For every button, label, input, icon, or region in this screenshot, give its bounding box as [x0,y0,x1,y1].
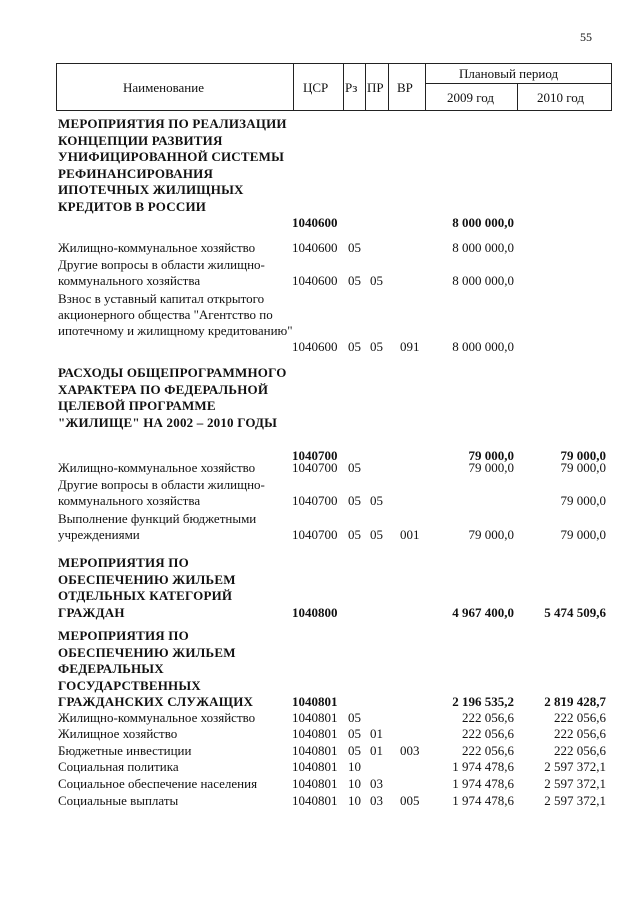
row-csr: 1040801 [292,710,338,725]
header-rz: Рз [345,80,358,95]
page-number: 55 [580,30,592,44]
row-pr: 01 [370,743,383,758]
row-name: Жилищно-коммунальное хозяйство [58,710,256,725]
row-rz: 05 [348,240,361,255]
row-value-2009: 8 000 000,0 [452,240,514,255]
row-name: Жилищное хозяйство [58,726,178,741]
row-name: Взнос в уставный капитал открытого акционерного общества "Агентство по ипотечному и жилищному кредитованию" [58,291,293,338]
row-pr: 05 [370,273,383,288]
row-value-2009: 79 000,0 [468,527,514,542]
row-name: МЕРОПРИЯТИЯ ПО РЕАЛИЗАЦИИ КОНЦЕПЦИИ РАЗВИТИЯ УНИФИЦИРОВАННОЙ СИСТЕМЫ РЕФИНАНСИРОВАНИЯ ИПОТЕЧНЫХ ЖИЛИЩНЫХ КРЕДИТОВ В РОССИИ [58,116,287,214]
row-csr: 1040700 [292,527,338,542]
header-vr: ВР [397,80,413,95]
row-name: МЕРОПРИЯТИЯ ПО ОБЕСПЕЧЕНИЮ ЖИЛЬЕМ ОТДЕЛЬНЫХ КАТЕГОРИЙ ГРАЖДАН [58,555,236,620]
row-name: Жилищно-коммунальное хозяйство [58,240,256,255]
row-rz: 10 [348,759,361,774]
row-name: Жилищно-коммунальное хозяйство [58,460,256,475]
row-value-2010: 2 597 372,1 [544,793,606,808]
header-divider [343,64,344,110]
row-name: Социальная политика [58,759,179,774]
row-rz: 10 [348,793,361,808]
row-value-2010: 2 597 372,1 [544,759,606,774]
row-value-2009: 222 056,6 [462,743,514,758]
row-value-2009: 2 196 535,2 [452,694,514,709]
row-name: Другие вопросы в области жилищно-коммунального хозяйства [58,257,265,288]
row-pr: 03 [370,793,383,808]
row-csr: 1040801 [292,726,338,741]
row-rz: 05 [348,339,361,354]
row-value-2010: 222 056,6 [554,743,606,758]
row-vr: 003 [400,743,420,758]
row-value-2010: 79 000,0 [560,447,606,463]
header-name: Наименование [123,80,204,95]
row-vr: 091 [400,339,420,354]
row-rz: 05 [348,527,361,542]
row-value-2009: 4 967 400,0 [452,604,514,620]
row-value-2010: 2 597 372,1 [544,776,606,791]
row-pr: 01 [370,726,383,741]
row-value-2010: 79 000,0 [560,460,606,475]
row-csr: 1040801 [292,793,338,808]
row-value-2009: 79 000,0 [468,460,514,475]
header-divider [425,83,611,84]
row-csr: 1040801 [292,743,338,758]
row-value-2010: 222 056,6 [554,710,606,725]
row-name: МЕРОПРИЯТИЯ ПО ОБЕСПЕЧЕНИЮ ЖИЛЬЕМ ФЕДЕРАЛЬНЫХ ГОСУДАРСТВЕННЫХ ГРАЖДАНСКИХ СЛУЖАЩИХ [58,628,254,709]
row-value-2010: 2 819 428,7 [544,694,606,709]
header-csr: ЦСР [303,80,329,95]
row-csr: 1040700 [292,447,338,463]
row-csr: 1040600 [292,215,338,230]
row-rz: 05 [348,726,361,741]
header-divider [425,64,426,110]
row-value-2009: 8 000 000,0 [452,273,514,288]
table-header [56,63,612,111]
row-value-2009: 1 974 478,6 [452,793,514,808]
header-divider [517,83,518,110]
row-rz: 05 [348,710,361,725]
row-pr: 03 [370,776,383,791]
row-vr: 005 [400,793,420,808]
row-value-2010: 222 056,6 [554,726,606,741]
row-name: Социальное обеспечение населения [58,776,258,791]
row-name: РАСХОДЫ ОБЩЕПРОГРАММНОГО ХАРАКТЕРА ПО ФЕДЕРАЛЬНОЙ ЦЕЛЕВОЙ ПРОГРАММЕ "ЖИЛИЩЕ" НА 2002 – 2010 ГОДЫ [58,365,287,430]
row-value-2009: 222 056,6 [462,726,514,741]
row-csr: 1040600 [292,240,338,255]
row-csr: 1040801 [292,694,338,709]
header-planned-period: Плановый период [459,66,559,81]
row-csr: 1040600 [292,339,338,354]
row-rz: 05 [348,273,361,288]
row-csr: 1040600 [292,273,338,288]
row-rz: 05 [348,743,361,758]
row-pr: 05 [370,493,383,508]
row-csr: 1040700 [292,460,338,475]
row-pr: 05 [370,527,383,542]
row-name: Социальные выплаты [58,793,179,808]
header-divider [293,64,294,110]
row-value-2010: 5 474 509,6 [544,604,606,620]
row-name: Другие вопросы в области жилищно-коммунального хозяйства [58,477,265,508]
row-csr: 1040700 [292,493,338,508]
header-divider [388,64,389,110]
row-rz: 10 [348,776,361,791]
row-value-2010: 79 000,0 [560,527,606,542]
row-value-2009: 222 056,6 [462,710,514,725]
header-year-2009: 2009 год [447,90,494,105]
row-value-2009: 1 974 478,6 [452,759,514,774]
row-value-2010: 79 000,0 [560,493,606,508]
row-vr: 001 [400,527,420,542]
row-rz: 05 [348,460,361,475]
row-value-2009: 1 974 478,6 [452,776,514,791]
row-value-2009: 79 000,0 [468,447,514,463]
header-pr: ПР [367,80,384,95]
row-csr: 1040801 [292,759,338,774]
row-value-2009: 8 000 000,0 [452,215,514,230]
row-name: Выполнение функций бюджетными учреждениями [58,511,257,542]
row-name: Бюджетные инвестиции [58,743,192,758]
row-pr: 05 [370,339,383,354]
header-divider [365,64,366,110]
header-year-2010: 2010 год [537,90,584,105]
row-rz: 05 [348,493,361,508]
row-csr: 1040801 [292,776,338,791]
row-value-2009: 8 000 000,0 [452,339,514,354]
row-csr: 1040800 [292,604,338,620]
